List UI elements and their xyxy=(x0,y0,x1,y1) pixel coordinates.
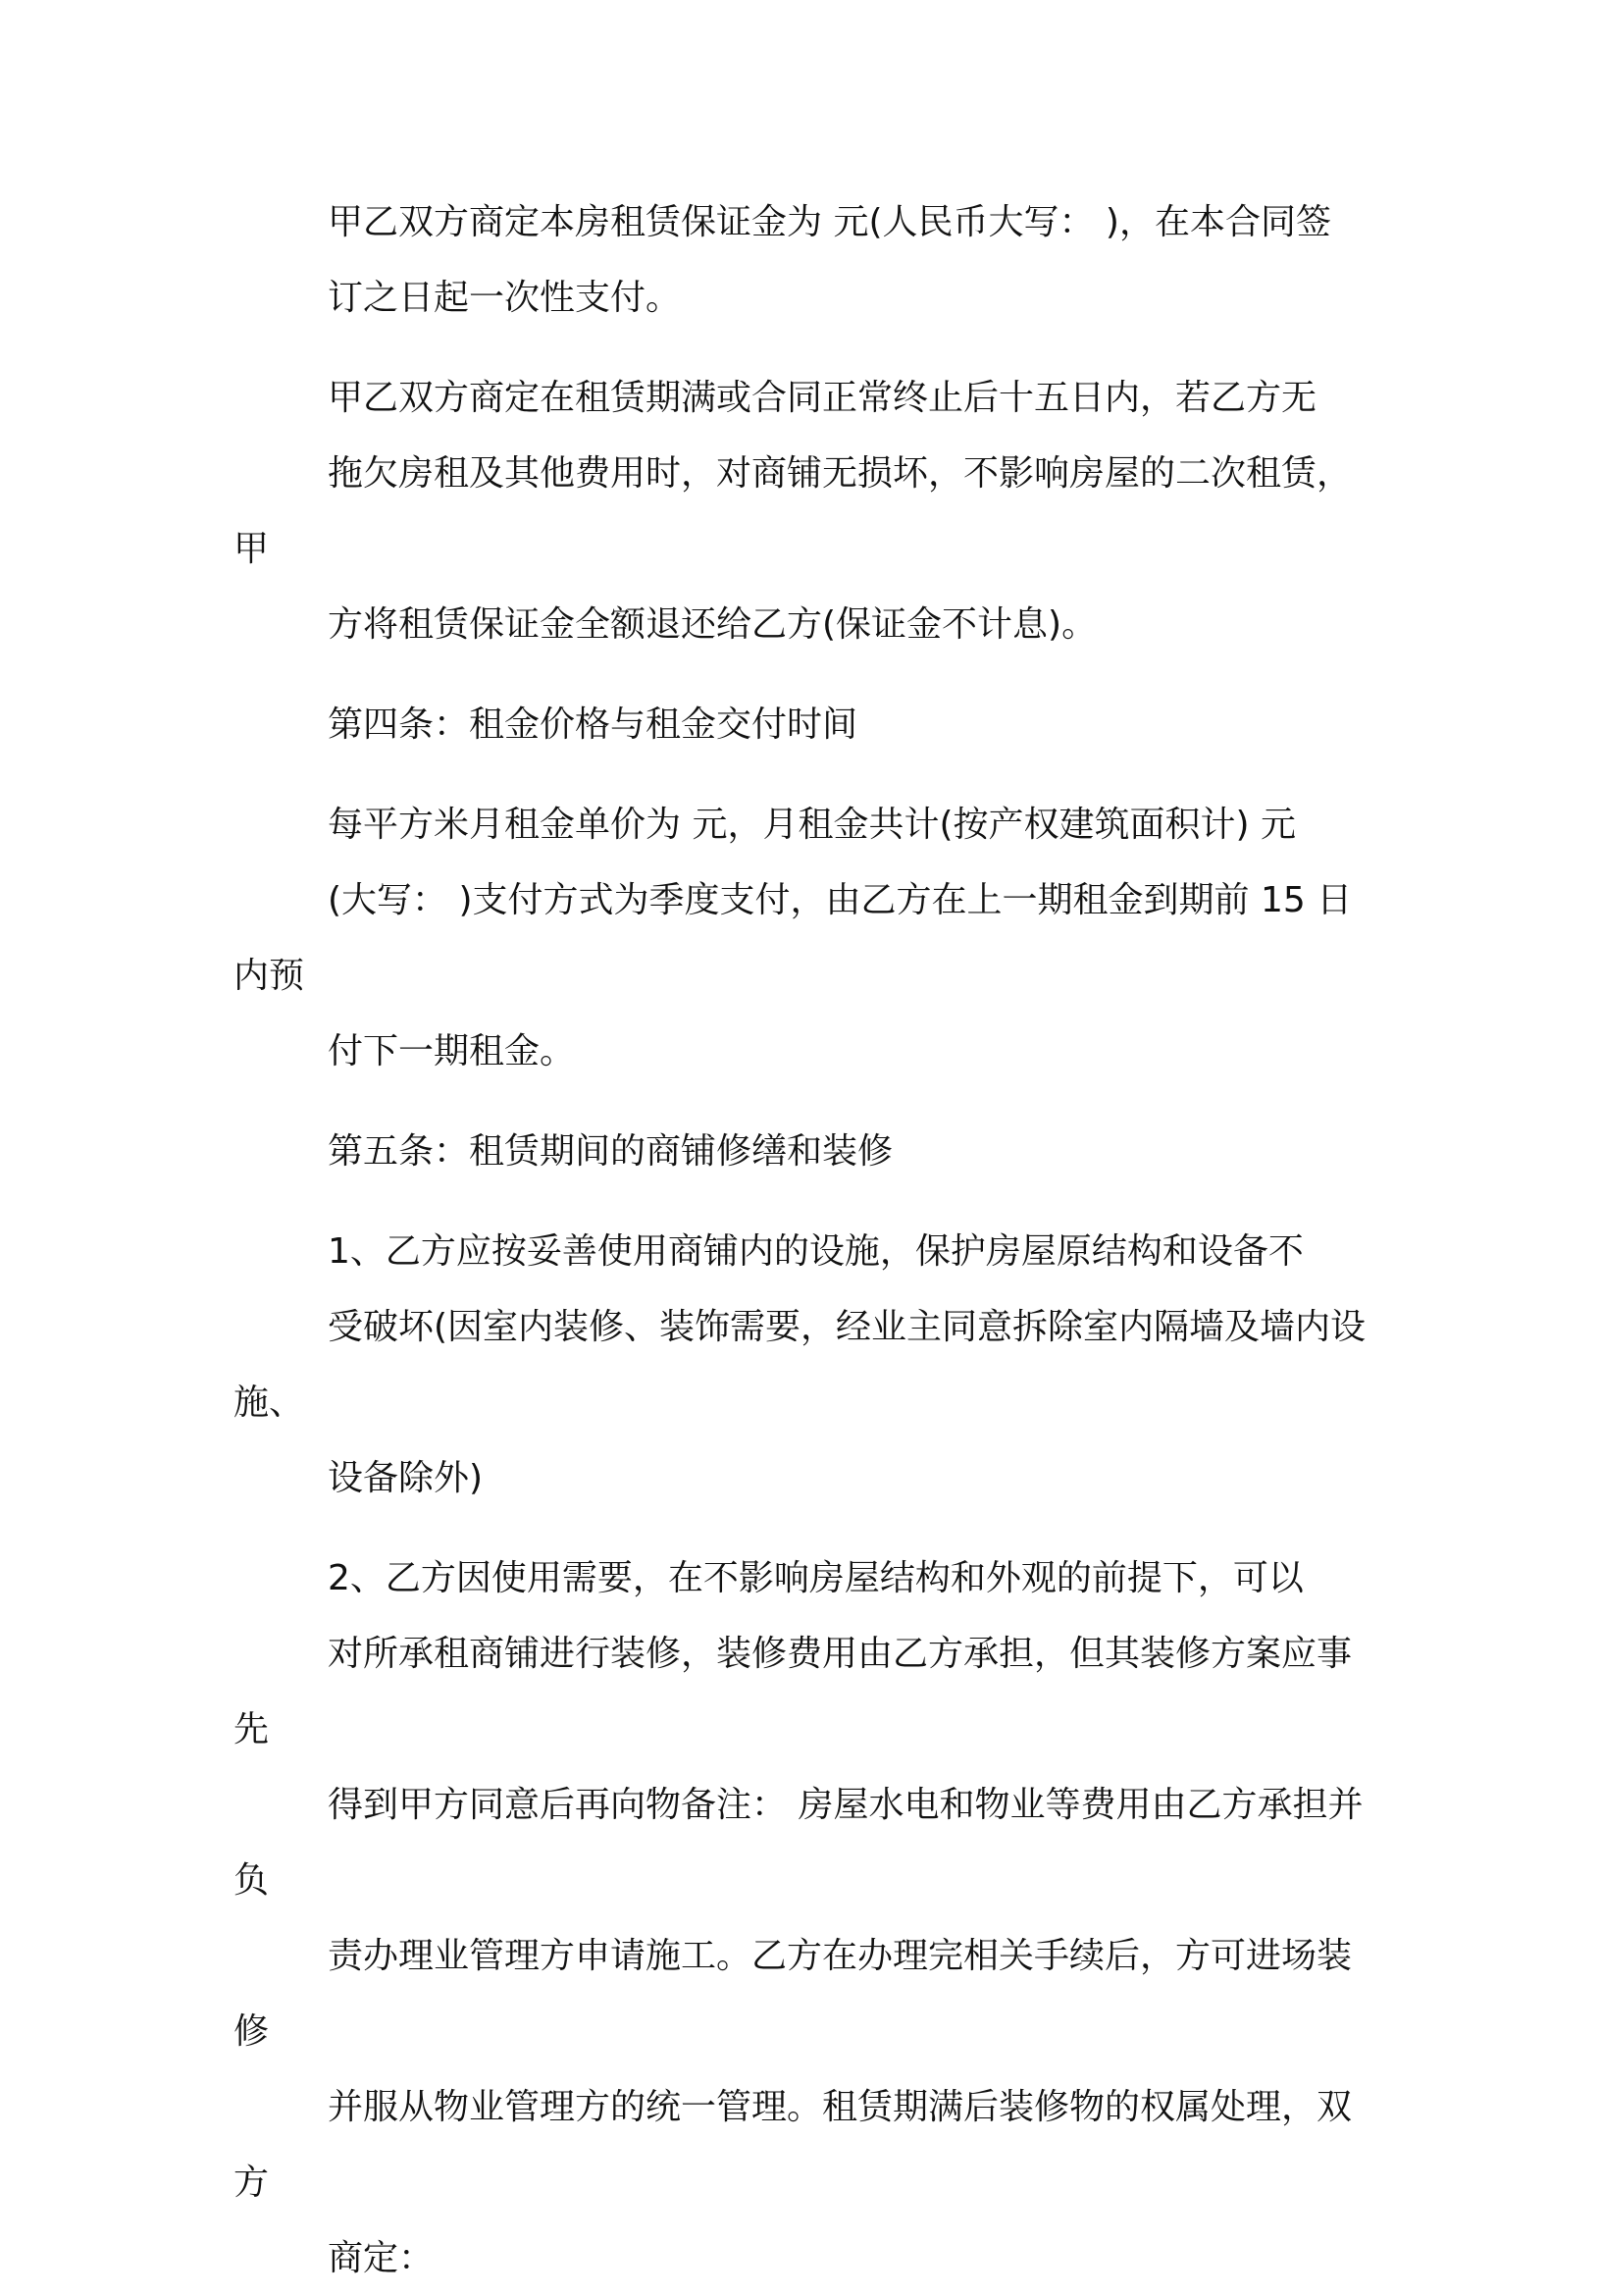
text-line: 对所承租商铺进行装修，装修费用由乙方承担，但其装修方案应事先 xyxy=(233,1634,1353,1749)
text-line: 得到甲方同意后再向物备注： 房屋水电和物业等费用由乙方承担并负 xyxy=(233,1785,1364,1901)
text-line: 付下一期租金。 xyxy=(328,1031,576,1071)
paragraph-rent-price xyxy=(233,787,1371,1089)
paragraph-clause-1 xyxy=(233,1214,1371,1516)
text-line: 责办理业管理方申请施工。乙方在办理完相关手续后，方可进场装修 xyxy=(233,1936,1353,2052)
text-line: 拖欠房租及其他费用时，对商铺无损坏，不影响房屋的二次租赁，甲 xyxy=(233,453,1353,569)
text-line: 2、乙方因使用需要，在不影响房屋结构和外观的前提下，可以 xyxy=(328,1558,1304,1598)
text-line: 订之日起一次性支付。 xyxy=(328,278,682,318)
text-line: 方将租赁保证金全额退还给乙方(保证金不计息)。 xyxy=(328,604,1098,645)
paragraph-deposit-refund xyxy=(233,360,1371,662)
text-line: 每平方米月租金单价为 元，月租金共计(按产权建筑面积计) 元 xyxy=(328,805,1296,845)
section-heading-article-5 xyxy=(233,1114,1371,1189)
paragraph-clause-2 xyxy=(233,1540,1371,2296)
section-heading-article-4 xyxy=(233,687,1371,762)
text-line: 第四条：租金价格与租金交付时间 xyxy=(328,704,858,745)
document-body xyxy=(233,184,1371,2296)
text-line: 受破坏(因室内装修、装饰需要，经业主同意拆除室内隔墙及墙内设施、 xyxy=(233,1307,1367,1423)
text-line: 1、乙方应按妥善使用商铺内的设施，保护房屋原结构和设备不 xyxy=(328,1231,1304,1272)
text-line: 第五条：租赁期间的商铺修缮和装修 xyxy=(328,1131,894,1172)
text-line: 设备除外) xyxy=(328,1458,484,1498)
text-line: 商定： xyxy=(328,2238,435,2278)
text-line: 并服从物业管理方的统一管理。租赁期满后装修物的权属处理，双方 xyxy=(233,2087,1353,2203)
text-line: (大写： )支付方式为季度支付，由乙方在上一期租金到期前 15 日内预 xyxy=(233,880,1353,996)
paragraph-deposit-amount xyxy=(233,184,1371,336)
text-line: 甲乙双方商定本房租赁保证金为 元(人民币大写： )，在本合同签 xyxy=(328,202,1331,242)
text-line: 甲乙双方商定在租赁期满或合同正常终止后十五日内，若乙方无 xyxy=(328,378,1317,418)
